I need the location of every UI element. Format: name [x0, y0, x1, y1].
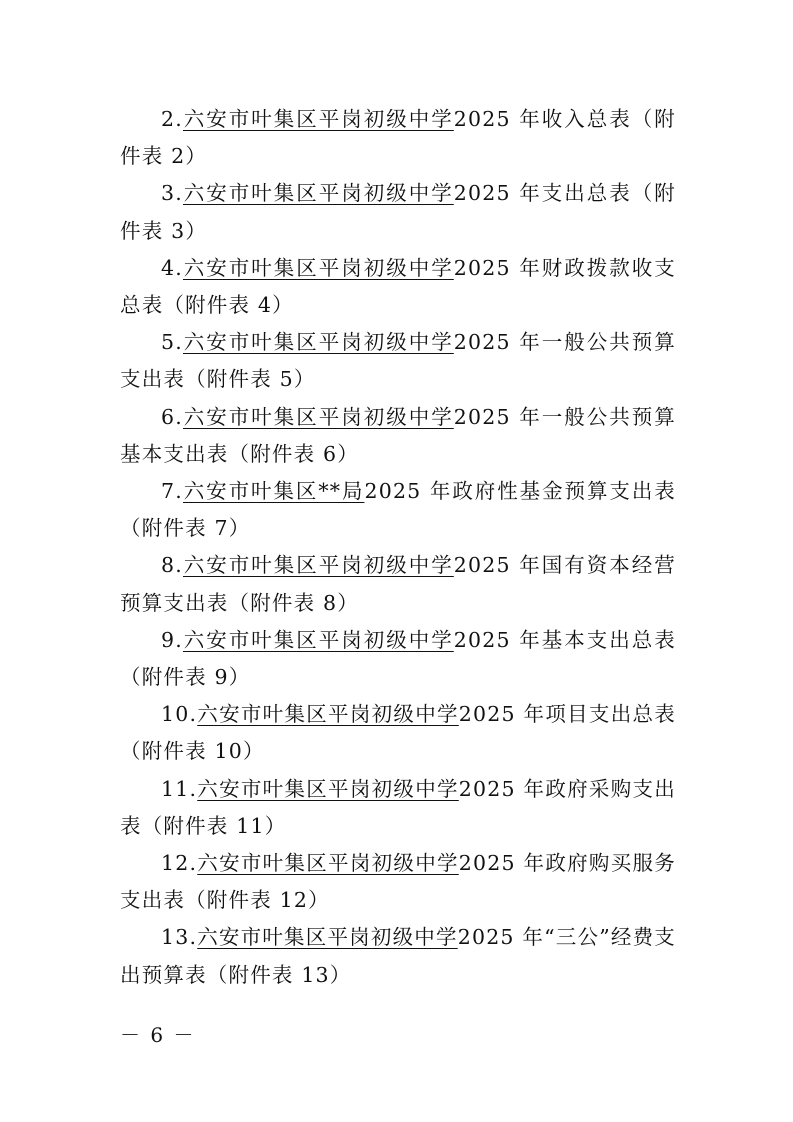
item-number: 5.: [161, 330, 183, 355]
list-item: [120, 622, 676, 696]
organization-name: 六安市叶集区平岗初级中学: [197, 702, 459, 727]
organization-name: 六安市叶集区平岗初级中学: [182, 255, 454, 280]
list-item: [120, 696, 676, 770]
item-title: 2025 年国有资本经营预算支出表（附件表 8）: [120, 553, 676, 615]
item-title: 2025 年财政拨款收支总表（附件表 4）: [120, 255, 676, 318]
item-number: 8.: [161, 553, 183, 578]
organization-name: 六安市叶集区平岗初级中学: [182, 181, 454, 206]
organization-name: 六安市叶集区**局: [182, 479, 365, 504]
item-title: 2025 年一般公共预算支出表（附件表 5）: [120, 330, 676, 392]
attachment-list: [120, 101, 676, 994]
organization-name: 六安市叶集区平岗初级中学: [182, 107, 454, 131]
organization-name: 六安市叶集区平岗初级中学: [182, 627, 454, 652]
item-title: 2025 年“三公”经费支出预算表（附件表 13）: [120, 925, 677, 987]
page-number: － 6 －: [120, 1023, 196, 1047]
item-title: 2025 年项目支出总表（附件表 10）: [120, 702, 676, 764]
item-number: 12.: [161, 851, 198, 876]
list-item: [120, 473, 676, 547]
list-item: [120, 175, 676, 249]
organization-name: 六安市叶集区平岗初级中学: [197, 851, 459, 876]
list-item: [120, 547, 676, 621]
list-item: [120, 250, 676, 324]
item-title: 2025 年政府性基金预算支出表（附件表 7）: [120, 479, 676, 541]
item-number: 2.: [161, 107, 183, 131]
item-number: 10.: [161, 702, 198, 727]
list-item: [120, 919, 676, 993]
organization-name: 六安市叶集区平岗初级中学: [182, 404, 454, 429]
organization-name: 六安市叶集区平岗初级中学: [197, 925, 458, 950]
organization-name: 六安市叶集区平岗初级中学: [182, 330, 454, 355]
item-number: 6.: [161, 404, 183, 429]
item-number: 9.: [161, 627, 183, 652]
list-item: [120, 101, 676, 175]
item-number: 3.: [161, 181, 183, 206]
item-title: 2025 年政府购买服务支出表（附件表 12）: [120, 851, 676, 913]
item-title: 2025 年基本支出总表（附件表 9）: [120, 627, 676, 690]
list-item: [120, 771, 676, 845]
item-number: 4.: [161, 255, 183, 280]
item-number: 7.: [161, 479, 183, 504]
list-item: [120, 845, 676, 919]
item-number: 11.: [161, 776, 198, 801]
list-item: [120, 399, 676, 473]
organization-name: 六安市叶集区平岗初级中学: [182, 553, 454, 578]
item-title: 2025 年收入总表（附件表 2）: [120, 107, 676, 169]
item-number: 13.: [161, 925, 198, 950]
organization-name: 六安市叶集区平岗初级中学: [197, 776, 459, 801]
item-title: 2025 年政府采购支出表（附件表 11）: [120, 776, 676, 838]
item-title: 2025 年一般公共预算基本支出表（附件表 6）: [120, 404, 676, 466]
list-item: [120, 324, 676, 398]
item-title: 2025 年支出总表（附件表 3）: [120, 181, 676, 243]
